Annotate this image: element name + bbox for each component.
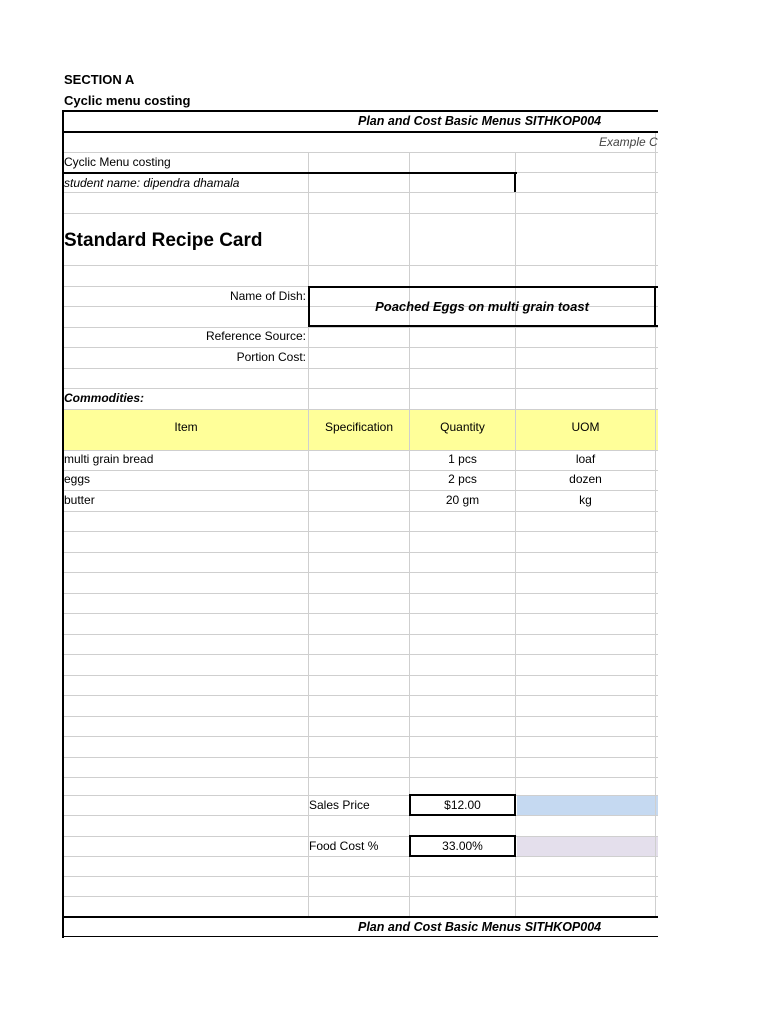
column-specification: Specification bbox=[324, 420, 394, 434]
grid-line bbox=[62, 470, 658, 471]
food-cost-value: 33.00% bbox=[442, 839, 483, 853]
example-label: Example C bbox=[599, 135, 658, 149]
grid-line bbox=[62, 192, 658, 193]
grid-line bbox=[62, 511, 658, 512]
section-title: SECTION A bbox=[64, 72, 135, 87]
commodities-label: Commodities: bbox=[64, 391, 145, 405]
row-quantity: 1 pcs bbox=[448, 452, 477, 466]
grid-line bbox=[62, 716, 658, 717]
row-item: butter bbox=[64, 493, 95, 507]
grid-line bbox=[62, 695, 658, 696]
row-uom: loaf bbox=[575, 452, 596, 466]
grid-line bbox=[62, 654, 658, 655]
grid-line bbox=[62, 876, 658, 877]
sales-price-value: $12.00 bbox=[444, 798, 481, 812]
grid-line bbox=[62, 490, 658, 491]
sales-fill bbox=[517, 795, 658, 815]
dish-name: Poached Eggs on multi grain toast bbox=[375, 299, 589, 314]
cyclic-menu-label: Cyclic Menu costing bbox=[64, 155, 171, 169]
recipe-spreadsheet bbox=[62, 110, 658, 938]
portion-cost-label: Portion Cost: bbox=[236, 350, 306, 364]
row-quantity: 2 pcs bbox=[448, 472, 477, 486]
foodcost-fill bbox=[517, 836, 658, 856]
sheet-header-title: Plan and Cost Basic Menus SITHKOP004 bbox=[358, 114, 602, 128]
column-uom: UOM bbox=[571, 420, 600, 434]
name-of-dish-label: Name of Dish: bbox=[229, 289, 306, 303]
grid-line bbox=[62, 795, 658, 796]
card-title: Standard Recipe Card bbox=[64, 230, 263, 251]
grid-line bbox=[62, 213, 658, 214]
student-name: student name: dipendra dhamala bbox=[64, 176, 240, 190]
grid-line bbox=[62, 634, 658, 635]
row-quantity: 20 gm bbox=[445, 493, 480, 507]
grid-line bbox=[62, 815, 658, 816]
grid-line bbox=[62, 450, 658, 451]
row-uom: kg bbox=[579, 493, 592, 507]
grid-line bbox=[62, 613, 658, 614]
column-item: Item bbox=[174, 420, 198, 434]
grid-line bbox=[62, 856, 658, 857]
grid-line bbox=[62, 368, 658, 369]
column-quantity: Quantity bbox=[440, 420, 485, 434]
row-item: multi grain bread bbox=[64, 452, 154, 466]
grid-line bbox=[62, 552, 658, 553]
grid-line bbox=[62, 736, 658, 737]
grid-line bbox=[62, 896, 658, 897]
grid-line bbox=[62, 327, 658, 328]
grid-line bbox=[62, 347, 658, 348]
grid-line bbox=[62, 777, 658, 778]
grid-line bbox=[62, 265, 658, 266]
grid-line bbox=[62, 409, 658, 410]
sales-price-label: Sales Price bbox=[309, 798, 370, 812]
grid-line bbox=[62, 675, 658, 676]
grid-line bbox=[62, 836, 658, 837]
grid-line bbox=[62, 757, 658, 758]
row-uom: dozen bbox=[569, 472, 602, 486]
food-cost-label: Food Cost % bbox=[309, 839, 379, 853]
sheet-footer-title: Plan and Cost Basic Menus SITHKOP004 bbox=[358, 920, 602, 934]
row-item: eggs bbox=[64, 472, 91, 486]
reference-source-label: Reference Source: bbox=[205, 329, 306, 343]
grid-line bbox=[62, 572, 658, 573]
grid-line bbox=[62, 531, 658, 532]
grid-line bbox=[62, 388, 658, 389]
grid-line bbox=[62, 152, 658, 153]
grid-line bbox=[62, 593, 658, 594]
section-subtitle: Cyclic menu costing bbox=[64, 93, 191, 108]
